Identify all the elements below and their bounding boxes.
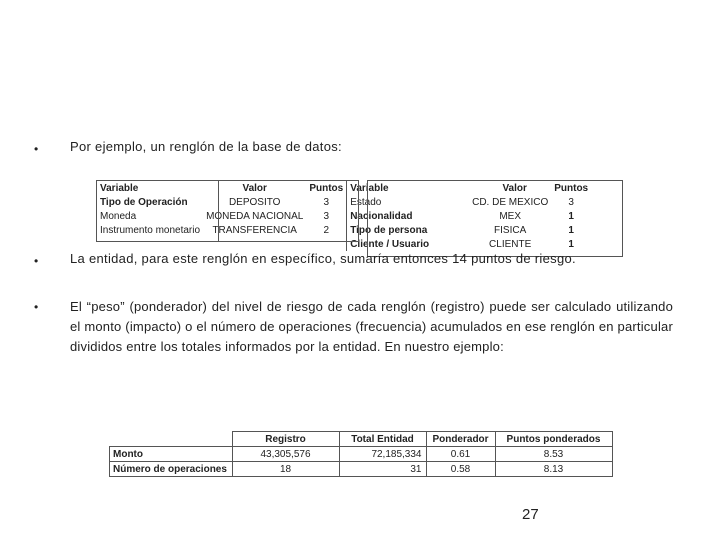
header-valor-right: Valor — [502, 182, 527, 194]
cell-variable: Tipo de Operación — [100, 196, 188, 208]
cell-valor: TRANSFERENCIA — [212, 224, 297, 236]
header-registro: Registro — [232, 432, 339, 447]
cell-valor: DEPOSITO — [228, 196, 281, 208]
cell-puntos: 1 — [568, 224, 574, 236]
table1-mid-border — [219, 180, 359, 242]
bullet-icon: • — [34, 300, 39, 314]
row-label: Monto — [110, 447, 233, 462]
cell-valor: CD. DE MEXICO — [472, 196, 549, 208]
cell-total: 31 — [339, 462, 426, 477]
cell-ponderador: 0.61 — [426, 447, 495, 462]
cell-variable: Moneda — [100, 210, 137, 222]
table-row — [110, 462, 613, 477]
cell-variable: Instrumento monetario — [100, 224, 201, 236]
header-variable: Variable — [100, 182, 139, 194]
header-valor: Valor — [242, 182, 267, 194]
cell-puntos-ponderados: 8.13 — [495, 462, 612, 477]
cell-puntos: 3 — [323, 196, 330, 208]
cell-registro: 18 — [232, 462, 339, 477]
cell-variable: Cliente / Usuario — [347, 237, 432, 251]
header-variable-right: Variable — [347, 181, 432, 195]
bullet-text-2: La entidad, para este renglón en específico, sumaría entonces 14 puntos de riesgo. — [70, 251, 576, 266]
header-puntos-ponderados: Puntos ponderados — [495, 432, 612, 447]
row-label: Número de operaciones — [110, 462, 233, 477]
cell-puntos: 1 — [568, 210, 574, 222]
cell-valor: MONEDA NACIONAL — [206, 210, 304, 222]
cell-variable: Nacionalidad — [347, 209, 432, 223]
table1-left-border — [96, 180, 219, 242]
header-puntos-right: Puntos — [554, 182, 589, 194]
weighting-table — [109, 431, 613, 477]
cell-puntos: 3 — [568, 196, 574, 208]
cell-variable: Tipo de persona — [347, 223, 432, 237]
header-ponderador: Ponderador — [426, 432, 495, 447]
bullet-icon: • — [34, 254, 39, 268]
table-row — [110, 447, 613, 462]
cell-puntos: 1 — [568, 238, 574, 250]
cell-ponderador: 0.58 — [426, 462, 495, 477]
cell-puntos-ponderados: 8.53 — [495, 447, 612, 462]
page-number: 27 — [522, 506, 539, 523]
cell-variable: Estado — [347, 195, 432, 209]
cell-valor: CLIENTE — [489, 238, 532, 250]
bullet-text-3: El “peso” (ponderador) del nivel de riesgo de cada renglón (registro) puede ser calculado utilizando el monto (impacto) o el número de operaciones (frecuencia) acumulados en ese renglón en particular divididos entre los totales informados por la entidad. En nuestro ejemplo: — [70, 299, 673, 354]
cell-valor: MEX — [499, 210, 521, 222]
cell-puntos: 3 — [323, 210, 330, 222]
header-total-entidad: Total Entidad — [339, 432, 426, 447]
cell-total: 72,185,334 — [339, 447, 426, 462]
header-puntos: Puntos — [309, 182, 344, 194]
cell-valor: FISICA — [494, 224, 527, 236]
bullet-text-1: Por ejemplo, un renglón de la base de datos: — [70, 139, 342, 154]
table1-right-border — [367, 180, 623, 257]
cell-registro: 43,305,576 — [232, 447, 339, 462]
bullet-icon: • — [34, 142, 39, 156]
cell-puntos: 2 — [323, 224, 330, 236]
